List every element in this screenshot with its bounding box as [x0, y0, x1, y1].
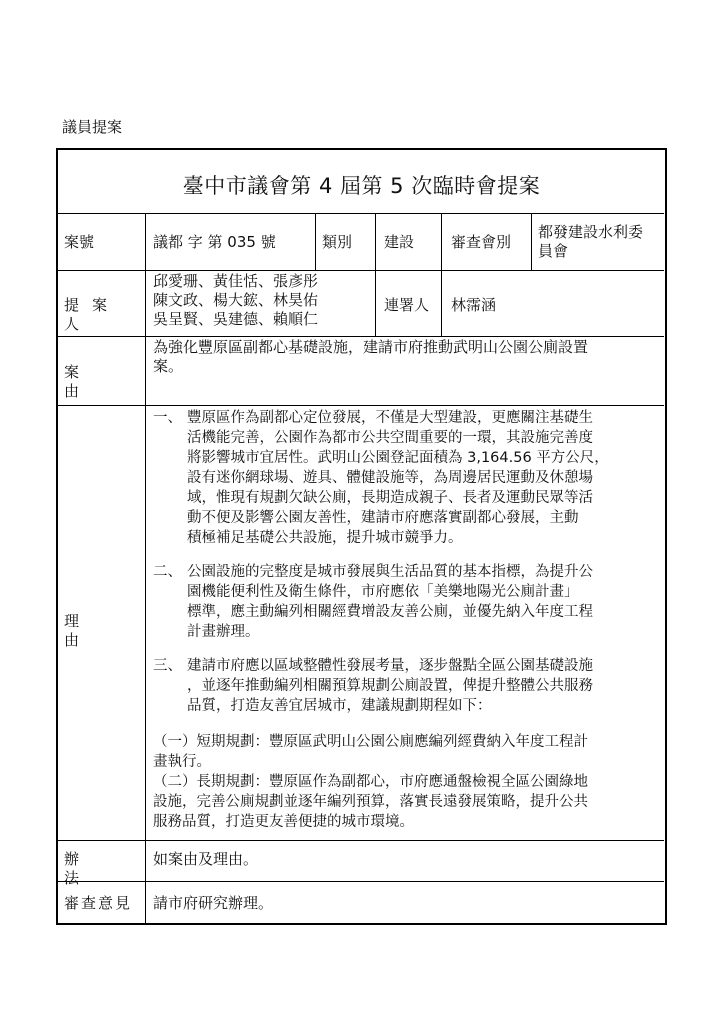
rule-committee-left [441, 213, 442, 270]
reason-content [145, 408, 664, 838]
reason-label: 理由 [64, 612, 125, 649]
reason-sub-item-short-term: （一）短期規劃：豐原區武明山公園公廁應編列經費納入年度工程計 畫執行。 [153, 734, 588, 770]
cosigner-value: 林霈涵 [451, 296, 497, 314]
committee-label: 審查會別 [451, 233, 512, 251]
review-opinion-label: 審查意見 [64, 894, 133, 912]
category-value: 建設 [384, 233, 415, 251]
proposer-line: 邱愛珊、黃佳恬、張彥彤 [153, 272, 319, 290]
reason-item-1: 一、 豐原區作為副都心定位發展，不僅是大型建設，更應關注基礎生 活機能完善，公園作為都市公共空間重要的一環，其設施完善度 將影響城市宜居性。武明山公園登記面積為 3,164.56 平方公尺， 設有迷你網球場、遊具、體健設施等，為周邊居民運動及休憩場 域，惟現有規劃欠缺公廁，長期造成親子、長者及運動民眾等活 動不便及影響公園友善性，建請市府應落實副都心發展，主動 積極補足基礎公共設施，提升城市競爭力。 [153, 410, 609, 546]
rule-category-left [315, 213, 316, 270]
rule-row5 [58, 881, 664, 882]
category-label: 類別 [322, 233, 353, 251]
rule-committee-right [531, 213, 532, 270]
document-header-label: 議員提案 [62, 118, 123, 136]
committee-value: 都發建設水利委 員會 [538, 223, 644, 260]
case-number-label: 案號 [64, 233, 95, 251]
reason-item-3: 三、 建請市府應以區域整體性發展考量，逐步盤點全區公園基礎設施 ，並逐年推動編列相關預算規劃公廁設置，俾提升整體公共服務 品質，打造友善宜居城市，建議規劃期程如下： [153, 658, 593, 714]
proposer-line: 吳呈賢、吳建德、賴順仁 [153, 310, 319, 328]
cosigner-label: 連署人 [384, 296, 430, 314]
subject-label: 案由 [64, 363, 125, 400]
rule-category-right [375, 213, 376, 270]
rule-row3 [58, 405, 664, 406]
rule-row4 [58, 840, 664, 841]
proposer-line: 陳文政、楊大鋐、林昊佑 [153, 291, 319, 309]
reason-sub-item-long-term: （二）長期規劃：豐原區作為副都心，市府應通盤檢視全區公園綠地 設施，完善公廁規劃並逐年編列預算，落實長遠發展策略，提升公共 服務品質，打造更友善便捷的城市環境。 [153, 774, 588, 830]
proposer-list [153, 272, 318, 329]
rule-row1 [58, 270, 664, 271]
rule-row2 [58, 336, 664, 337]
rule-cosigner-right [441, 270, 442, 336]
form-title: 臺中市議會第 4 屆第 5 次臨時會提案 [182, 174, 541, 198]
subject-text: 為強化豐原區副都心基礎設施，建請市府推動武明山公園公廁設置 案。 [153, 338, 589, 375]
method-label: 辦法 [64, 850, 125, 887]
rule-under-title [58, 213, 664, 214]
review-opinion-value: 請市府研究辦理。 [153, 894, 274, 912]
reason-item-2: 二、 公園設施的完整度是城市發展與生活品質的基本指標，為提升公 園機能便利性及衛生條件，市府應依「美樂地陽光公廁計畫」 標準，應主動編列相關經費增設友善公廁，並優先納入年度工程 計畫辦理。 [153, 564, 593, 640]
proposal-form [56, 148, 667, 925]
rule-cosigner-left [375, 270, 376, 336]
method-value: 如案由及理由。 [153, 850, 259, 868]
proposer-label: 提案人 [64, 296, 121, 333]
case-number-value: 議都 字 第 035 號 [153, 233, 276, 251]
